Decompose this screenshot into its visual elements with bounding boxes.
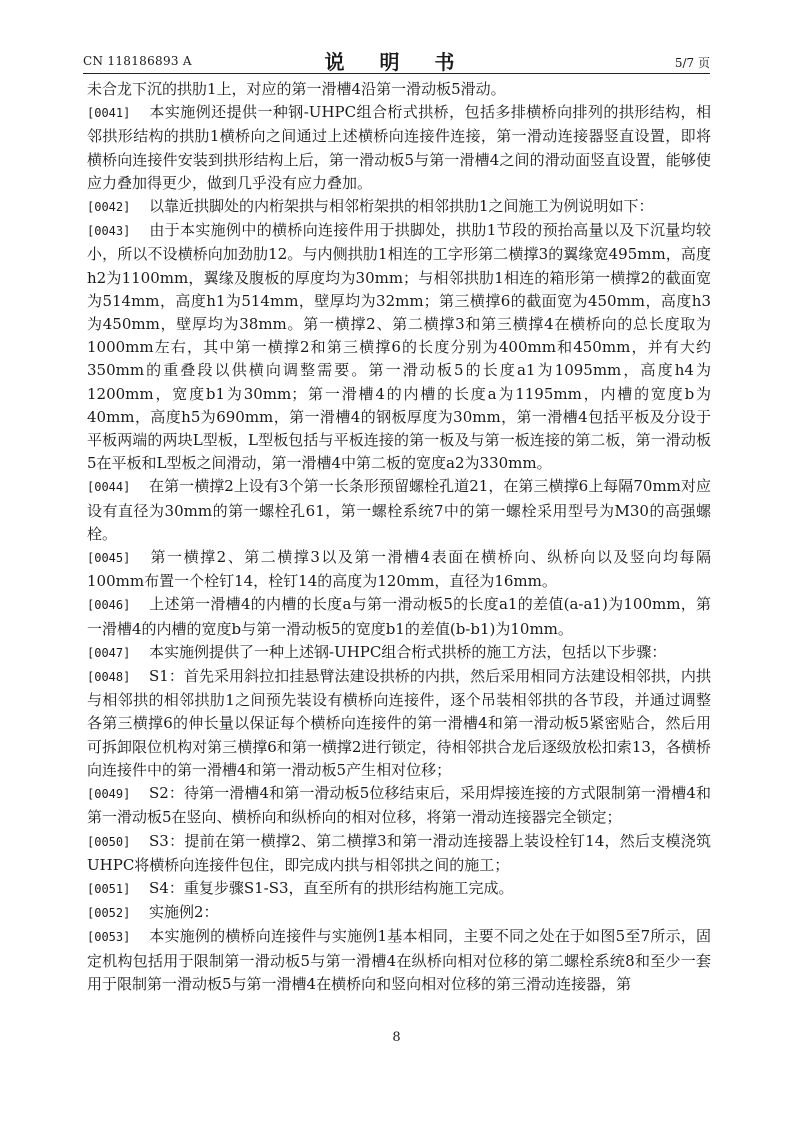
paragraph-text: 本实施例还提供一种钢-UHPC组合桁式拱桥，包括多排横桥向排列的拱形结构，相邻拱形结构的拱肋1横桥向之间通过上述横桥向连接件连接，第一滑动连接器竖直设置，即将横桥向连接件安装到拱形结构上后，第一滑动板5与第一滑槽4之间的滑动面竖直设置，能够使应力叠加得更少，做到几乎没有应力叠加。	[87, 103, 711, 192]
paragraph-number: [0041]	[87, 106, 131, 121]
paragraph-text: 第一横撑2、第二横撑3以及第一滑槽4表面在横桥向、纵桥向以及竖向均每隔100mm布置一个栓钉14，栓钉14的高度为120mm，直径为16mm。	[87, 548, 711, 591]
continuation-text: 未合龙下沉的拱肋1上，对应的第一滑槽4沿第一滑动板5滑动。	[87, 80, 506, 98]
paragraph-text: 以靠近拱脚处的内桁架拱与相邻桁架拱的相邻拱肋1之间施工为例说明如下：	[149, 197, 654, 216]
header-divider	[83, 73, 710, 74]
paragraph-text: 本实施例提供了一种上述钢-UHPC组合桁式拱桥的施工方法，包括以下步骤：	[149, 642, 667, 661]
paragraph	[87, 641, 711, 665]
paragraph-number: [0047]	[87, 645, 131, 660]
paragraph-text: S3：提前在第一横撑2、第二横撑3和第一滑动连接器上装设栓钉14，然后支模浇筑UHPC将横桥向连接件包住，即完成内拱与相邻拱之间的施工；	[87, 831, 711, 874]
paragraph-number: [0045]	[87, 551, 131, 566]
paragraph-text: 实施例2：	[149, 903, 219, 922]
paragraph-text: 上述第一滑槽4的内槽的长度a与第一滑动板5的长度a1的差值(a-a1)为100mm，第一滑槽4的内槽的宽度b与第一滑动板5的宽度b1的差值(b-b1)为10mm。	[87, 595, 711, 638]
paragraph-number: [0046]	[87, 598, 131, 613]
paragraph-number: [0052]	[87, 906, 131, 921]
paragraph	[87, 830, 711, 877]
page-number: 8	[392, 1030, 401, 1045]
paragraph-number: [0050]	[87, 834, 131, 849]
paragraph	[87, 195, 711, 219]
page-header	[83, 46, 710, 72]
document-title: 说 明 书	[324, 50, 469, 74]
paragraph	[87, 901, 711, 925]
paragraph	[87, 219, 711, 475]
paragraph-text: 在第一横撑2上设有3个第一长条形预留螺栓孔道21，在第三横撑6上每隔70mm对应设有直径为30mm的第一螺栓孔61，第一螺栓系统7中的第一螺栓采用型号为M30的高强螺栓。	[87, 477, 711, 543]
paragraph	[87, 475, 711, 546]
paragraph	[87, 546, 711, 593]
publication-number: CN 118186893 A	[83, 54, 192, 68]
paragraph	[87, 782, 711, 829]
paragraph	[87, 593, 711, 640]
paragraph	[87, 925, 711, 996]
paragraph	[87, 665, 711, 782]
paragraph-number: [0051]	[87, 881, 131, 896]
paragraph-number: [0044]	[87, 480, 131, 495]
document-body	[87, 78, 711, 996]
paragraph	[87, 877, 711, 901]
paragraph-number: [0049]	[87, 787, 131, 802]
paragraph-number: [0048]	[87, 670, 131, 685]
paragraph-text: S1：首先采用斜拉扣挂悬臂法建设拱桥的内拱，然后采用相同方法建设相邻拱，内拱与相邻拱的相邻拱肋1之间预先装设有横桥向连接件，逐个吊装相邻拱的各节段，并通过调整各第三横撑6的伸长量以保证每个横桥向连接件的第一滑槽4和第一滑动板5紧密贴合，然后用可拆卸限位机构对第三横撑6和第一横撑2进行锁定，待相邻拱合龙后逐级放松扣索13，各横桥向连接件中的第一滑槽4和第一滑动板5产生相对位移；	[87, 667, 711, 779]
page-indicator: 5/7 页	[674, 56, 710, 70]
paragraph-number: [0043]	[87, 224, 131, 239]
paragraph-text: 本实施例的横桥向连接件与实施例1基本相同，主要不同之处在于如图5至7所示，固定机构包括用于限制第一滑动板5与第一滑槽4在纵桥向相对位移的第二螺栓系统8和至少一套用于限制第一滑动板5与第一滑槽4在横桥向和竖向相对位移的第三滑动连接器，第	[87, 927, 711, 993]
paragraph-number: [0042]	[87, 200, 131, 215]
paragraph	[87, 101, 711, 195]
paragraph-number: [0053]	[87, 930, 131, 945]
paragraph-text: 由于本实施例中的横桥向连接件用于拱脚处，拱肋1节段的预抬高量以及下沉量均较小，所以不设横桥向加劲肋12。与内侧拱肋1相连的工字形第二横撑3的翼缘宽495mm，高度h2为1100mm，翼缘及腹板的厚度均为30mm；与相邻拱肋1相连的箱形第一横撑2的截面宽为514mm，高度h1为514mm，壁厚均为32mm；第三横撑6的截面宽为450mm，高度h3为450mm，壁厚均为38mm。第一横撑2、第二横撑3和第三横撑4在横桥向的总长度取为1000mm左右，其中第一横撑2和第三横撑6的长度分别为400mm和450mm，并有大约350mm的重叠段以供横向调整需要。第一滑动板5的长度a1为1095mm，高度h4为1200mm，宽度b1为30mm；第一滑槽4的内槽的长度a为1195mm，内槽的宽度b为40mm，高度h5为690mm，第一滑槽4的钢板厚度为30mm，第一滑槽4包括平板及分设于平板两端的两块L型板，L型板包括与平板连接的第一板及与第一板连接的第二板，第一滑动板5在平板和L型板之间滑动，第一滑槽4中第二板的宽度a2为330mm。	[87, 221, 711, 473]
paragraph-text: S4：重复步骤S1-S3，直至所有的拱形结构施工完成。	[149, 878, 514, 897]
paragraph-text: S2：待第一滑槽4和第一滑动板5位移结束后，采用焊接连接的方式限制第一滑槽4和第一滑动板5在竖向、横桥向和纵桥向的相对位移，将第一滑动连接器完全锁定；	[87, 784, 711, 827]
